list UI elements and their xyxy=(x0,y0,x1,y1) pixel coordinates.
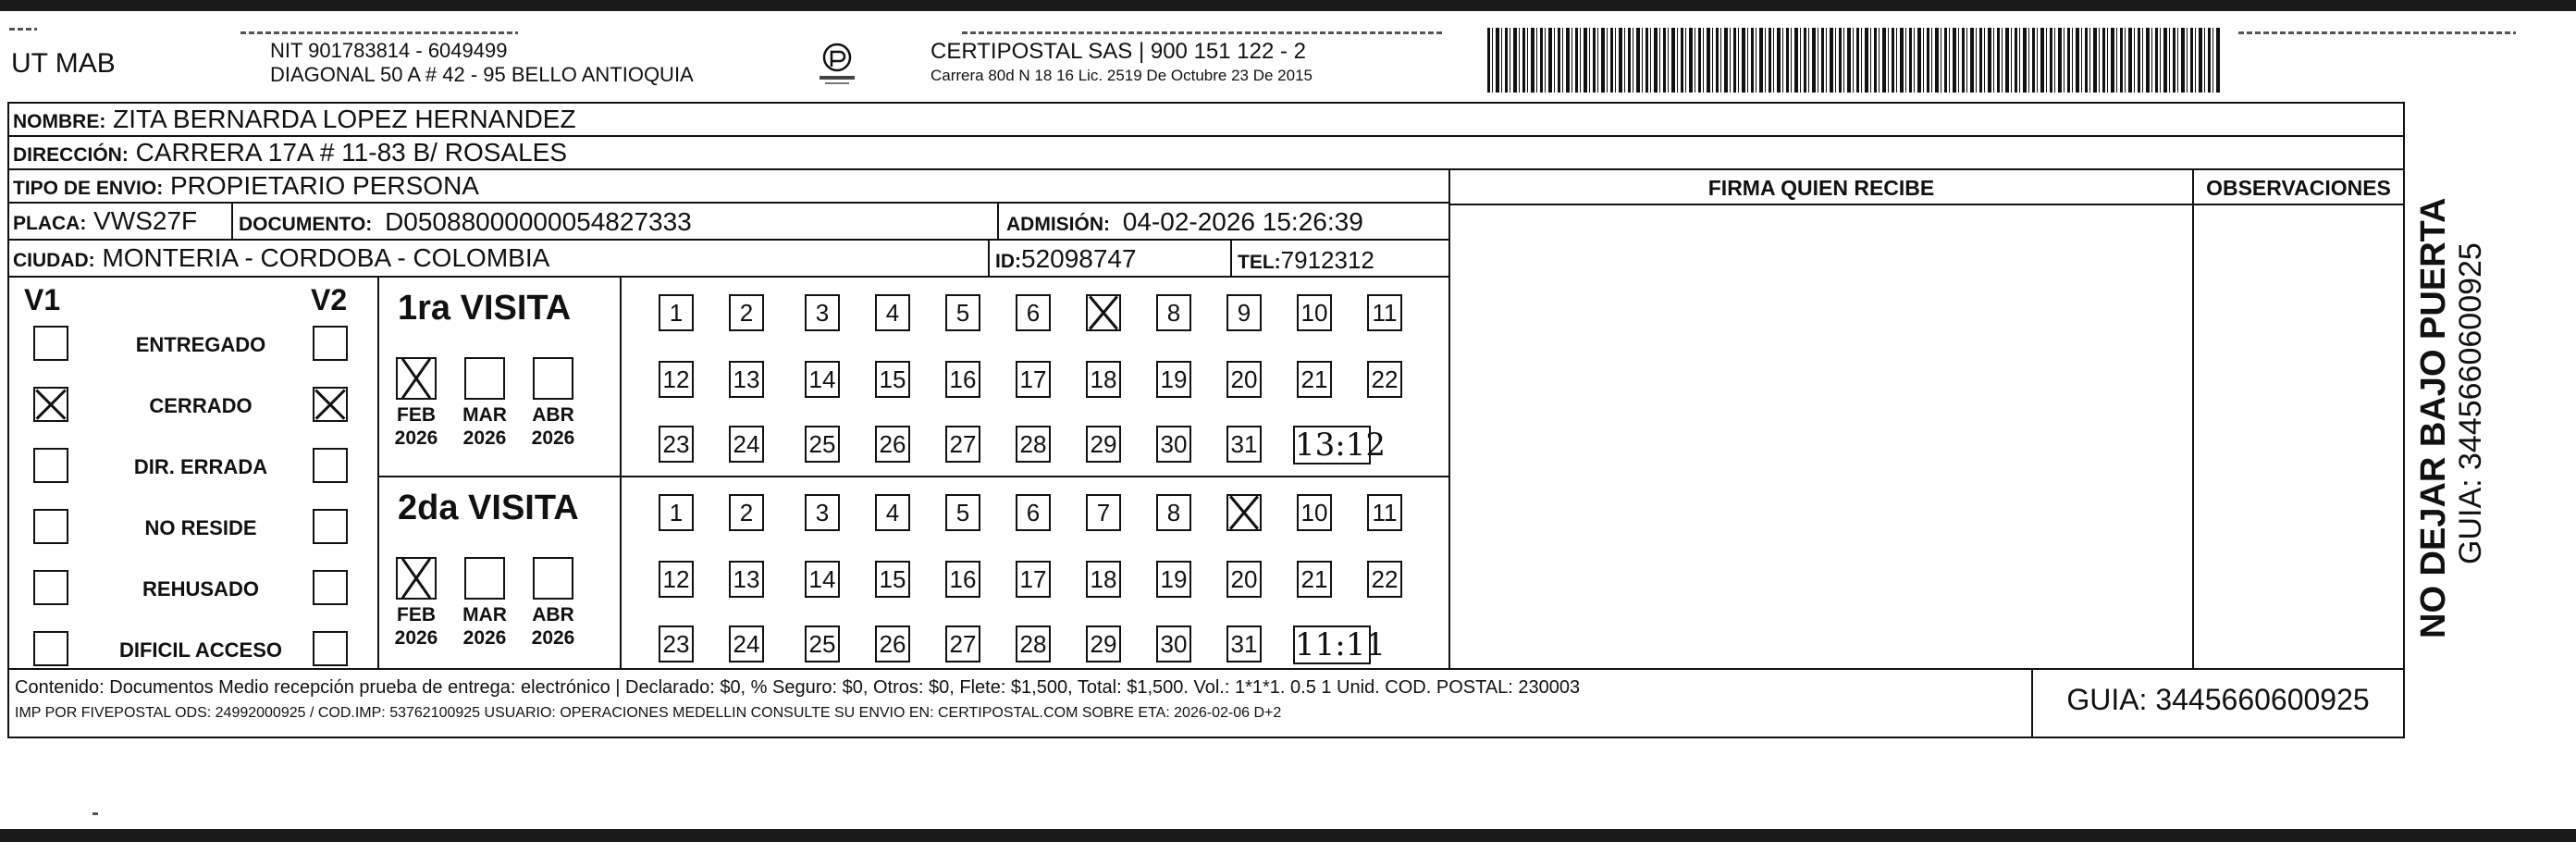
header-dash xyxy=(2238,31,2516,34)
visit-title: 2da VISITA xyxy=(398,489,579,527)
month-name: ABR xyxy=(532,604,574,625)
day-box-28[interactable]: 28 xyxy=(1016,426,1051,463)
v2-checkbox[interactable] xyxy=(313,387,348,422)
month-year: 2026 xyxy=(531,627,575,649)
visit-time: 11:11 xyxy=(1295,626,1386,663)
day-box-24[interactable]: 24 xyxy=(729,426,764,463)
barcode xyxy=(1487,28,2220,93)
day-box-22[interactable]: 22 xyxy=(1367,561,1402,598)
header-dash xyxy=(962,31,1443,34)
month-name: FEB xyxy=(397,404,436,426)
day-box-15[interactable]: 15 xyxy=(875,561,910,598)
v2-checkbox[interactable] xyxy=(313,631,348,666)
day-box-17[interactable]: 17 xyxy=(1016,361,1051,398)
day-box-3[interactable]: 3 xyxy=(805,294,840,331)
v1-checkbox[interactable] xyxy=(33,448,68,483)
day-box-21[interactable]: 21 xyxy=(1297,561,1332,598)
month-name: MAR xyxy=(462,404,507,426)
id-field xyxy=(995,244,1137,274)
day-box-9[interactable]: 9 xyxy=(1226,294,1262,331)
v1-checkbox[interactable] xyxy=(33,509,68,544)
day-box-28[interactable]: 28 xyxy=(1016,625,1051,662)
day-box-27[interactable]: 27 xyxy=(945,625,980,662)
month-year: 2026 xyxy=(394,427,438,449)
city-value: MONTERIA - CORDOBA - COLOMBIA xyxy=(102,243,550,272)
day-box-2[interactable]: 2 xyxy=(729,494,764,531)
address-label: DIRECCIÓN: xyxy=(13,144,129,166)
company-name: UT MAB xyxy=(11,48,116,79)
bottom-scan-border xyxy=(0,829,2576,842)
day-box-10[interactable]: 10 xyxy=(1297,494,1332,531)
day-box-14[interactable]: 14 xyxy=(805,361,840,398)
plate-label: PLACA: xyxy=(13,213,87,234)
month-label xyxy=(525,603,581,650)
company-nit: NIT 901783814 - 6049499 xyxy=(270,39,508,62)
day-box-12[interactable]: 12 xyxy=(659,561,694,598)
status-label: ENTREGADO xyxy=(135,333,266,356)
month-checkbox-feb[interactable] xyxy=(396,557,437,600)
month-label xyxy=(388,603,444,650)
v1-checkbox[interactable] xyxy=(33,326,68,361)
day-box-9[interactable] xyxy=(1226,494,1262,531)
tel-field xyxy=(1238,246,1374,275)
v1-header: V1 xyxy=(24,283,61,316)
day-box-8[interactable]: 8 xyxy=(1156,294,1191,331)
day-box-26[interactable]: 26 xyxy=(875,426,910,463)
footer-imp: IMP POR FIVEPOSTAL ODS: 24992000925 / COD.IMP: 53762100925 USUARIO: OPERACIONES MEDELLIN CONSULTE SU ENVIO EN: CERTIPOSTAL.COM SOBRE ETA: 2026-02-06 D+2 xyxy=(15,705,1282,721)
v2-header: V2 xyxy=(311,283,348,316)
address-row xyxy=(9,137,2403,170)
day-box-1[interactable]: 1 xyxy=(659,294,694,331)
header-dash xyxy=(9,28,37,31)
day-box-13[interactable]: 13 xyxy=(729,361,764,398)
admission-value: 04-02-2026 15:26:39 xyxy=(1122,207,1363,236)
recipient-address: CARRERA 17A # 11-83 B/ ROSALES xyxy=(135,138,567,167)
id-value: 52098747 xyxy=(1021,244,1137,273)
observations-header: OBSERVACIONES xyxy=(2206,176,2391,200)
type-row xyxy=(9,170,1448,204)
day-box-20[interactable]: 20 xyxy=(1226,361,1262,398)
day-box-26[interactable]: 26 xyxy=(875,625,910,662)
day-box-5[interactable]: 5 xyxy=(945,494,980,531)
side-warning: NO DEJAR BAJO PUERTA xyxy=(2414,197,2453,638)
carrier-name: CERTIPOSTAL SAS | 900 151 122 - 2 xyxy=(931,39,1306,64)
day-box-29[interactable]: 29 xyxy=(1086,426,1121,463)
day-box-29[interactable]: 29 xyxy=(1086,625,1121,662)
day-box-18[interactable]: 18 xyxy=(1086,361,1121,398)
day-box-12[interactable]: 12 xyxy=(659,361,694,398)
admission-label: ADMISIÓN: xyxy=(1006,214,1110,235)
month-name: FEB xyxy=(397,604,436,625)
v1-checkbox[interactable] xyxy=(33,570,68,605)
month-checkbox-feb[interactable] xyxy=(396,357,437,400)
day-box-11[interactable]: 11 xyxy=(1367,294,1402,331)
scan-mark xyxy=(92,812,100,815)
month-label xyxy=(457,603,512,650)
month-checkbox-mar[interactable] xyxy=(464,557,505,600)
v1-checkbox[interactable] xyxy=(33,387,68,422)
tel-label: TEL: xyxy=(1238,252,1281,273)
month-year: 2026 xyxy=(462,427,507,449)
day-box-30[interactable]: 30 xyxy=(1156,625,1191,662)
month-year: 2026 xyxy=(462,627,507,649)
name-label: NOMBRE: xyxy=(13,111,106,132)
day-box-20[interactable]: 20 xyxy=(1226,561,1262,598)
day-box-11[interactable]: 11 xyxy=(1367,494,1402,531)
type-label: TIPO DE ENVIO: xyxy=(13,178,164,199)
month-year: 2026 xyxy=(531,427,575,449)
day-box-19[interactable]: 19 xyxy=(1156,361,1191,398)
day-box-4[interactable]: 4 xyxy=(875,294,910,331)
day-box-21[interactable]: 21 xyxy=(1297,361,1332,398)
visit-time: 13:12 xyxy=(1295,427,1386,464)
day-box-15[interactable]: 15 xyxy=(875,361,910,398)
footer-guide: GUIA: 3445660600925 xyxy=(2066,683,2370,716)
certipostal-logo xyxy=(814,41,860,89)
day-box-4[interactable]: 4 xyxy=(875,494,910,531)
day-box-24[interactable]: 24 xyxy=(729,625,764,662)
day-box-16[interactable]: 16 xyxy=(945,361,980,398)
month-label xyxy=(457,403,512,450)
day-box-18[interactable]: 18 xyxy=(1086,561,1121,598)
day-box-14[interactable]: 14 xyxy=(805,561,840,598)
carrier-license: Carrera 80d N 18 16 Lic. 2519 De Octubre 23 De 2015 xyxy=(931,67,1313,84)
day-box-5[interactable]: 5 xyxy=(945,294,980,331)
status-label: DIFICIL ACCESO xyxy=(118,638,282,662)
day-box-23[interactable]: 23 xyxy=(659,426,694,463)
day-box-2[interactable]: 2 xyxy=(729,294,764,331)
month-checkbox-abr[interactable] xyxy=(533,557,573,600)
day-box-6[interactable]: 6 xyxy=(1016,294,1051,331)
month-label xyxy=(388,403,444,450)
recipient-name: ZITA BERNARDA LOPEZ HERNANDEZ xyxy=(113,105,576,133)
status-label: NO RESIDE xyxy=(144,516,257,539)
side-guide: GUIA: 3445660600925 xyxy=(2453,242,2488,564)
day-box-7[interactable]: 7 xyxy=(1086,494,1121,531)
v2-checkbox[interactable] xyxy=(313,570,348,605)
v1-checkbox[interactable] xyxy=(33,631,68,666)
admission-field xyxy=(1006,207,1363,237)
visit-title: 1ra VISITA xyxy=(398,289,572,328)
document-label: DOCUMENTO: xyxy=(239,214,373,235)
day-box-30[interactable]: 30 xyxy=(1156,426,1191,463)
v2-checkbox[interactable] xyxy=(313,509,348,544)
month-checkbox-abr[interactable] xyxy=(533,357,573,400)
month-year: 2026 xyxy=(394,627,438,649)
day-box-10[interactable]: 10 xyxy=(1297,294,1332,331)
day-box-19[interactable]: 19 xyxy=(1156,561,1191,598)
shipment-type: PROPIETARIO PERSONA xyxy=(169,171,479,200)
day-box-31[interactable]: 31 xyxy=(1226,426,1262,463)
city-row xyxy=(9,241,1448,278)
id-label: ID: xyxy=(995,251,1021,272)
header-dash xyxy=(240,31,518,34)
v2-checkbox[interactable] xyxy=(313,326,348,361)
city-label: CIUDAD: xyxy=(13,250,95,271)
document-value: D05088000000054827333 xyxy=(385,207,692,236)
day-box-8[interactable]: 8 xyxy=(1156,494,1191,531)
footer-content: Contenido: Documentos Medio recepción prueba de entrega: electrónico | Declarado: $0, % Seguro: $0, Otros: $0, Flete: $1,500, Total: $1,500. Vol.: 1*1*1. 0.5 1 Unid. COD. POSTAL: 230003 xyxy=(15,677,1581,698)
signature-area[interactable] xyxy=(1450,205,2190,668)
day-box-22[interactable]: 22 xyxy=(1367,361,1402,398)
day-box-16[interactable]: 16 xyxy=(945,561,980,598)
day-box-25[interactable]: 25 xyxy=(805,625,840,662)
company-address: DIAGONAL 50 A # 42 - 95 BELLO ANTIOQUIA xyxy=(270,63,694,86)
month-name: MAR xyxy=(462,604,507,625)
status-label: REHUSADO xyxy=(142,577,259,601)
plate-value: VWS27F xyxy=(93,206,198,235)
month-label xyxy=(525,403,581,450)
day-box-23[interactable]: 23 xyxy=(659,625,694,662)
status-label: CERRADO xyxy=(149,394,253,417)
tel-value: 7912312 xyxy=(1280,246,1374,274)
top-scan-border xyxy=(0,0,2576,11)
day-box-7[interactable] xyxy=(1086,294,1121,331)
day-box-31[interactable]: 31 xyxy=(1226,625,1262,662)
day-box-1[interactable]: 1 xyxy=(659,494,694,531)
v2-checkbox[interactable] xyxy=(313,448,348,483)
month-name: ABR xyxy=(532,404,574,426)
signature-header: FIRMA QUIEN RECIBE xyxy=(1707,176,1935,200)
day-box-6[interactable]: 6 xyxy=(1016,494,1051,531)
day-box-27[interactable]: 27 xyxy=(945,426,980,463)
document-field xyxy=(239,207,692,237)
name-row xyxy=(9,104,2403,137)
day-box-25[interactable]: 25 xyxy=(805,426,840,463)
status-label: DIR. ERRADA xyxy=(133,455,268,478)
month-checkbox-mar[interactable] xyxy=(464,357,505,400)
day-box-3[interactable]: 3 xyxy=(805,494,840,531)
day-box-13[interactable]: 13 xyxy=(729,561,764,598)
day-box-17[interactable]: 17 xyxy=(1016,561,1051,598)
observations-area[interactable] xyxy=(2194,205,2403,668)
